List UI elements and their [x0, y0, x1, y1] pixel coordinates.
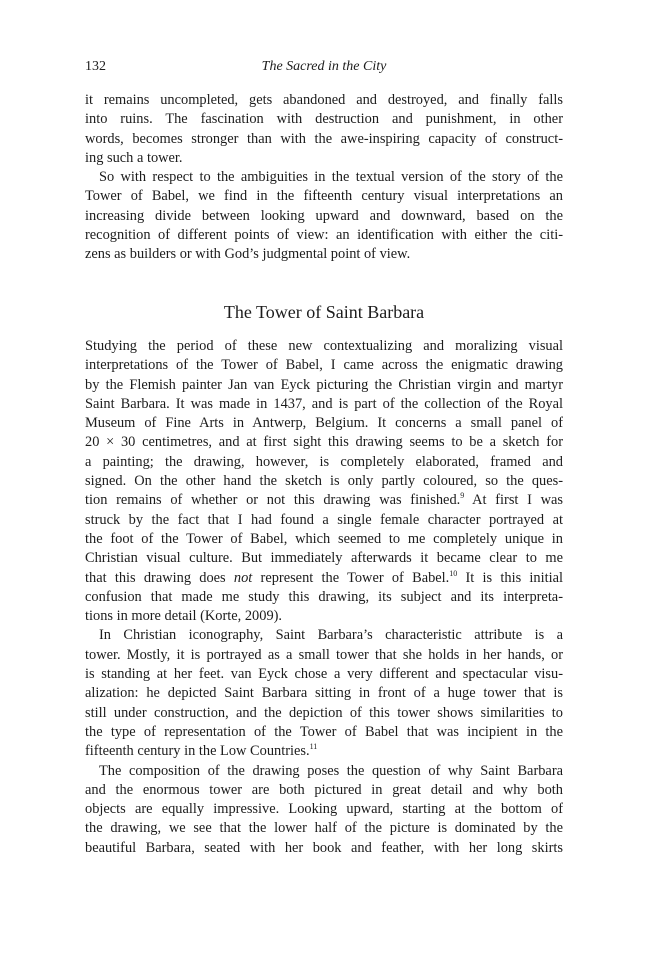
- text-line: objects are equally impressive. Looking upward, starting at the bottom of: [85, 801, 563, 818]
- page-number: 132: [85, 59, 106, 74]
- text-line: alization: he depicted Saint Barbara sitting in front of a huge tower that is: [85, 685, 563, 702]
- text-line: ing such a tower.: [85, 149, 183, 166]
- text-run: At first I was: [464, 492, 563, 509]
- text-run: tion remains of whether or not this drawing was finished.: [85, 492, 461, 509]
- text-line: The composition of the drawing poses the question of why Saint Barbara: [99, 762, 563, 779]
- section-heading: The Tower of Saint Barbara: [223, 302, 425, 322]
- text-run: that this drawing does: [85, 569, 226, 586]
- text-line: still under construction, and the depiction of this tower shows similarities to: [85, 704, 563, 721]
- text-line: a painting; the drawing, however, is completely elaborated, framed and: [85, 453, 563, 470]
- text-line: the foot of the Tower of Babel, which seemed to me completely unique in: [85, 530, 563, 547]
- text-line: zens as builders or with God’s judgmental point of view.: [85, 246, 411, 263]
- paragraph-block-main: [85, 337, 563, 858]
- text-run: represent the Tower of Babel.: [252, 569, 450, 586]
- text-line: [85, 569, 563, 588]
- text-line: the type of representation of the Tower of Babel that was incipient in the: [85, 723, 563, 740]
- text-line: Saint Barbara. It was made in 1437, and is part of the collection of the Royal: [85, 395, 563, 412]
- text-line: Christian visual culture. But immediately afterwards it became clear to me: [85, 550, 563, 567]
- emphasis: not: [233, 569, 253, 586]
- text-line: struck by the fact that I had found a single female character portrayed at: [85, 511, 563, 528]
- text-line: and the enormous tower are both pictured in great detail and why both: [85, 781, 563, 798]
- text-line: So with respect to the ambiguities in the textual version of the story of the: [99, 169, 563, 186]
- text-run: fifteenth century in the Low Countries.: [85, 743, 310, 760]
- text-line: In Christian iconography, Saint Barbara’s characteristic attribute is a: [99, 627, 563, 644]
- running-title: The Sacred in the City: [261, 59, 387, 74]
- text-line: the drawing, we see that the lower half of the picture is dominated by the: [85, 820, 563, 837]
- text-line: confusion that made me study this drawing, its subject and its interpreta-: [85, 588, 563, 605]
- text-line: recognition of different points of view: an identification with either the citi-: [85, 227, 563, 244]
- footnote-ref: 9: [460, 491, 465, 501]
- footnote-ref: 10: [449, 568, 458, 578]
- text-line: [85, 491, 563, 510]
- text-line: Museum of Fine Arts in Antwerp, Belgium. It concerns a small panel of: [85, 415, 563, 432]
- paragraph-block-top: [85, 91, 563, 265]
- footnote-ref: 11: [309, 742, 318, 752]
- text-line: by the Flemish painter Jan van Eyck picturing the Christian virgin and martyr: [85, 376, 563, 393]
- text-line: 20 × 30 centimetres, and at first sight this drawing seems to be a sketch for: [85, 434, 563, 451]
- text-line: [85, 742, 563, 761]
- text-line: interpretations of the Tower of Babel, I came across the enigmatic drawing: [85, 357, 563, 374]
- text-line: is standing at her feet. van Eyck chose a very different and spectacular visu-: [85, 666, 563, 683]
- text-line: Tower of Babel, we find in the fifteenth century visual interpretations an: [85, 188, 563, 205]
- text-run: It is this initial: [457, 569, 563, 586]
- text-line: tower. Mostly, it is portrayed as a small tower that she holds in her hands, or: [85, 646, 563, 663]
- text-line: signed. On the other hand the sketch is only partly coloured, so the ques-: [85, 473, 563, 490]
- text-line: words, becomes stronger than with the awe-inspiring capacity of construct-: [85, 130, 563, 147]
- text-line: beautiful Barbara, seated with her book and feather, with her long skirts: [85, 839, 563, 856]
- text-line: it remains uncompleted, gets abandoned and destroyed, and finally falls: [85, 92, 563, 108]
- text-line: tions in more detail (Korte, 2009).: [85, 608, 283, 625]
- running-head: [85, 57, 563, 77]
- text-line: into ruins. The fascination with destruction and punishment, in other: [85, 111, 563, 128]
- text-line: increasing divide between looking upward and downward, based on the: [85, 207, 563, 224]
- text-line: Studying the period of these new contextualizing and moralizing visual: [85, 338, 563, 354]
